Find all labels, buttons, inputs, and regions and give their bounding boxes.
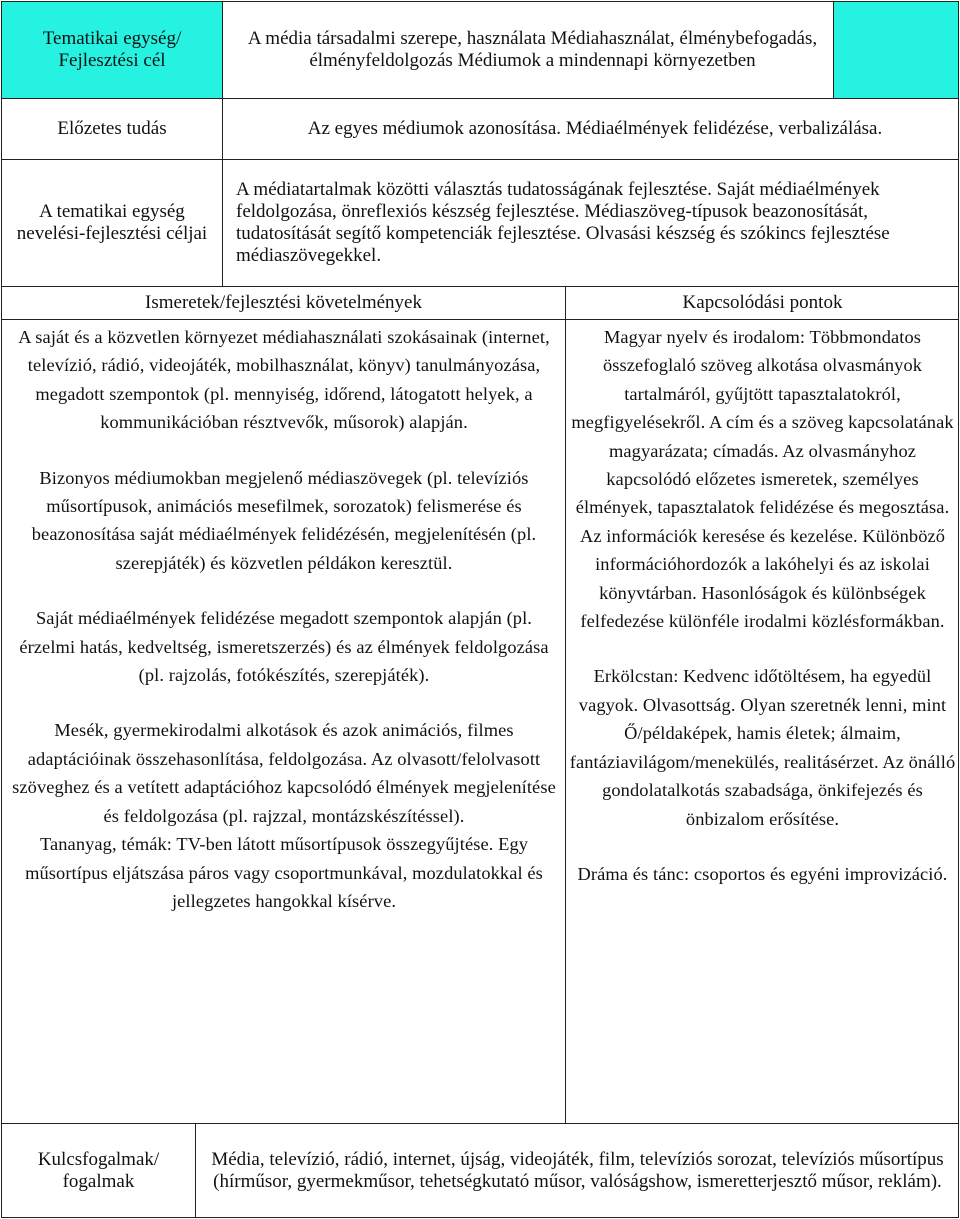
goals-text: A médiatartalmak közötti választás tudatosságának fejlesztése. Saját médiaélmények feldolgozása, önreflexiós készség fejlesztése. Médiaszöveg-típusok beazonosítását, tudatosítását segítő kompetenciák fejlesztése. Olvasási készség és szókincs fejlesztése médiaszövegekkel. — [236, 179, 890, 266]
table-border-top — [1, 1, 959, 2]
requirements-header: Ismeretek/fejlesztési követelmények — [145, 292, 422, 313]
goals-text-cell — [232, 160, 956, 286]
goals-label-cell — [2, 160, 222, 286]
thematic-unit-label: Tematikai egység/ Fejlesztési cél — [42, 28, 182, 71]
thematic-unit-label-cell — [2, 2, 222, 98]
row-divider — [1, 98, 959, 99]
goals-label: A tematikai egység nevelési-fejlesztési céljai — [16, 201, 208, 244]
column-divider — [833, 1, 834, 99]
requirement-item: Tananyag, témák: TV-ben látott műsortípusok összegyűjtése. Egy műsortípus eljátszása páros vagy csoportmunkával, mozdulatokkal és jellegzetes hangokkal kísérve. — [25, 834, 543, 911]
connections-header: Kapcsolódási pontok — [682, 292, 843, 313]
connection-item: Magyar nyelv és irodalom: Többmondatos összefoglaló szöveg alkotása olvasmányok tartalmáról, gyűjtött tapasztalatokról, megfigyelésekről. A cím és a szöveg kapcsolatának magyarázata; címadás. Az olvasmányhoz kapcsolódó előzetes ismeretek, személyes élmények, tapasztalatok felidézése és megosztása. Az információk keresése és kezelése. Különböző információhordozók a lakóhelyi és az iskolai könyvtárban. Hasonlóságok és különbségek felfedezése különféle irodalmi közlésformákban. — [571, 327, 954, 632]
column-divider — [222, 1, 223, 287]
keywords-label: Kulcsfogalmak/ fogalmak — [37, 1148, 160, 1192]
connections-column — [566, 323, 959, 1123]
row-divider — [1, 159, 959, 160]
thematic-unit-text-cell — [230, 2, 835, 98]
row-divider — [1, 286, 959, 287]
column-divider — [565, 286, 566, 1124]
table-border-left — [1, 1, 2, 1218]
table-border-bottom — [1, 1217, 959, 1218]
requirement-item: Saját médiaélmények felidézése megadott szempontok alapján (pl. érzelmi hatás, kedveltség, ismeretszerzés) és az élmények feldolgozása (pl. rajzolás, fotókészítés, szerepjáték). — [19, 608, 549, 686]
prior-knowledge-label-cell — [2, 99, 222, 159]
connections-header-cell — [566, 287, 959, 319]
thematic-unit-text: A média társadalmi szerepe, használata Médiahasználat, élménybefogadás, élményfeldolgozás Médiumok a mindennapi környezetben — [247, 28, 818, 71]
requirements-header-cell — [2, 287, 565, 319]
requirement-item: A saját és a közvetlen környezet médiahasználati szokásainak (internet, televízió, rádió, videojáték, mobilhasználat, könyv) tanulmányozása, megadott szempontok (pl. mennyiség, időrend, látogatott helyek, a kommunikációban résztvevők, műsorok) alapján. — [18, 327, 550, 433]
prior-knowledge-text-cell — [240, 99, 950, 159]
column-divider — [195, 1123, 196, 1218]
row-divider — [1, 1123, 959, 1124]
connection-item: Erkölcstan: Kedvenc időtöltésem, ha egyedül vagyok. Olvasottság. Olyan szeretnék lenni, mint Ő/példaképek, hamis életek; álmaim, fantáziavilágom/menekülés, realitásérzet. Az önálló gondolatalkotás szabadsága, önkifejezés és önbizalom erősítése. — [569, 666, 956, 829]
requirements-column — [4, 323, 564, 1123]
keywords-text-cell — [196, 1124, 959, 1217]
row-divider — [1, 319, 959, 320]
connection-item: Dráma és tánc: csoportos és egyéni improvizáció. — [577, 863, 948, 884]
keywords-text: Média, televízió, rádió, internet, újság, videojáték, film, televíziós sorozat, televíziós műsortípus (hírműsor, gyermekműsor, tehetségkutató műsor, valóságshow, ismeretterjesztő műsor, reklám). — [211, 1148, 944, 1192]
requirement-item: Bizonyos médiumokban megjelenő médiaszövegek (pl. televíziós műsortípusok, animációs mesefilmek, sorozatok) felismerése és beazonosítása saját médiaélmények felidézésén, megjelenítésén (pl. szerepjáték) és közvetlen példákon keresztül. — [31, 467, 537, 573]
prior-knowledge-text: Az egyes médiumok azonosítása. Médiaélmények felidézése, verbalizálása. — [307, 118, 883, 139]
prior-knowledge-label: Előzetes tudás — [57, 118, 167, 139]
requirement-item: Mesék, gyermekirodalmi alkotások és azok animációs, filmes adaptációinak összehasonlítása, feldolgozása. Az olvasott/felolvasott szöveghez és a vetített adaptációhoz kapcsolódó élmények megjelenítése és feldolgozása (pl. rajzzal, montázskészítéssel). — [12, 720, 556, 826]
table-border-right — [958, 1, 959, 1218]
keywords-label-cell — [2, 1124, 195, 1217]
header-corner-fill — [833, 2, 959, 98]
